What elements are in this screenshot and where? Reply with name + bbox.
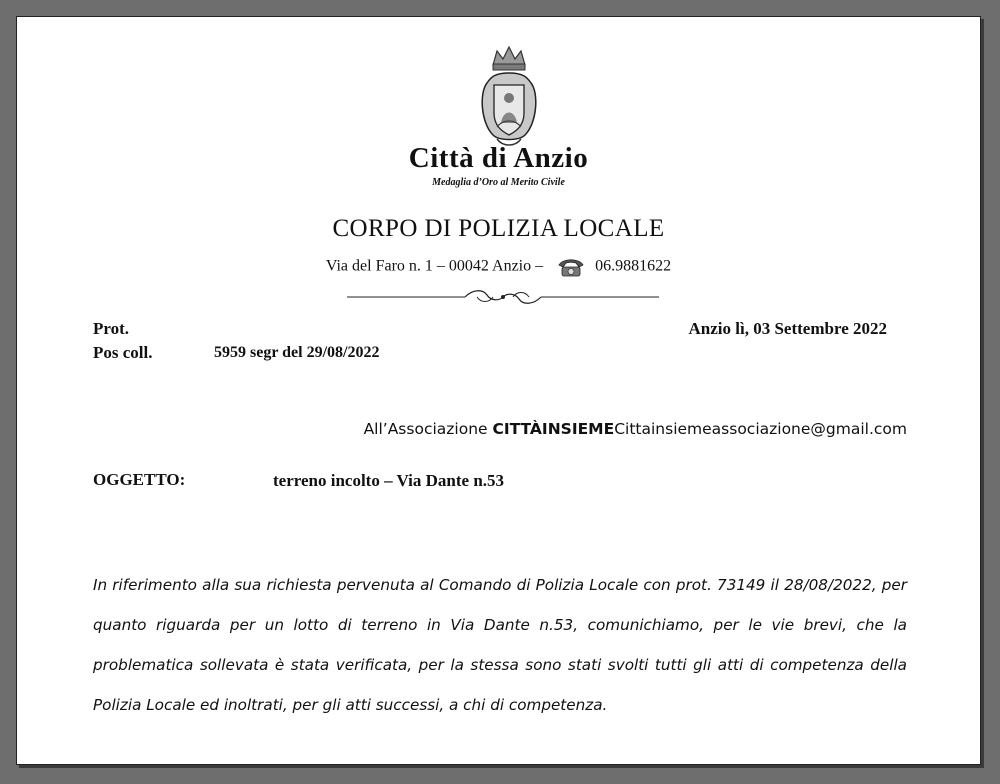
telephone-icon [557,257,585,277]
recipient-name: CITTÀINSIEME [492,420,615,438]
letter-date: Anzio lì, 03 Settembre 2022 [688,319,887,338]
recipient-line [364,420,907,438]
address-text: Via del Faro n. 1 – 00042 Anzio – [325,257,544,275]
ornament-divider-icon [347,287,659,307]
subject-label: OGGETTO: [93,470,186,489]
subject-value: terreno incolto – Via Dante n.53 [273,471,505,490]
position-label: Pos coll. [93,343,153,362]
protocol-label: Prot. [93,319,130,338]
recipient-email: Cittainsiemeassociazione@gmail.com [614,420,907,438]
letter-body: In riferimento alla sua richiesta pervenuta al Comando di Polizia Locale con prot. 73149 il 28/08/2022, per quanto riguarda per un lotto di terreno in Via Dante n.53, comunichiamo, per le vie brevi, che la problematica sollevata è stata verificata, per la stessa sono stati svolti tutti gli atti di competenza della Polizia Locale ed inoltrati, per gli atti successi, a chi di competenza. [93,576,907,714]
address-line [17,257,980,277]
recipient-prefix: All’Associazione [363,420,493,438]
position-value: 5959 segr del 29/08/2022 [214,344,380,361]
city-name: Città di Anzio [408,142,589,174]
department-title: CORPO DI POLIZIA LOCALE [332,215,665,242]
letter-page [16,16,981,765]
medal-subtitle: Medaglia d’Oro al Merito Civile [432,177,565,188]
city-crest-icon [479,43,539,153]
phone-number: 06.9881622 [595,257,672,275]
